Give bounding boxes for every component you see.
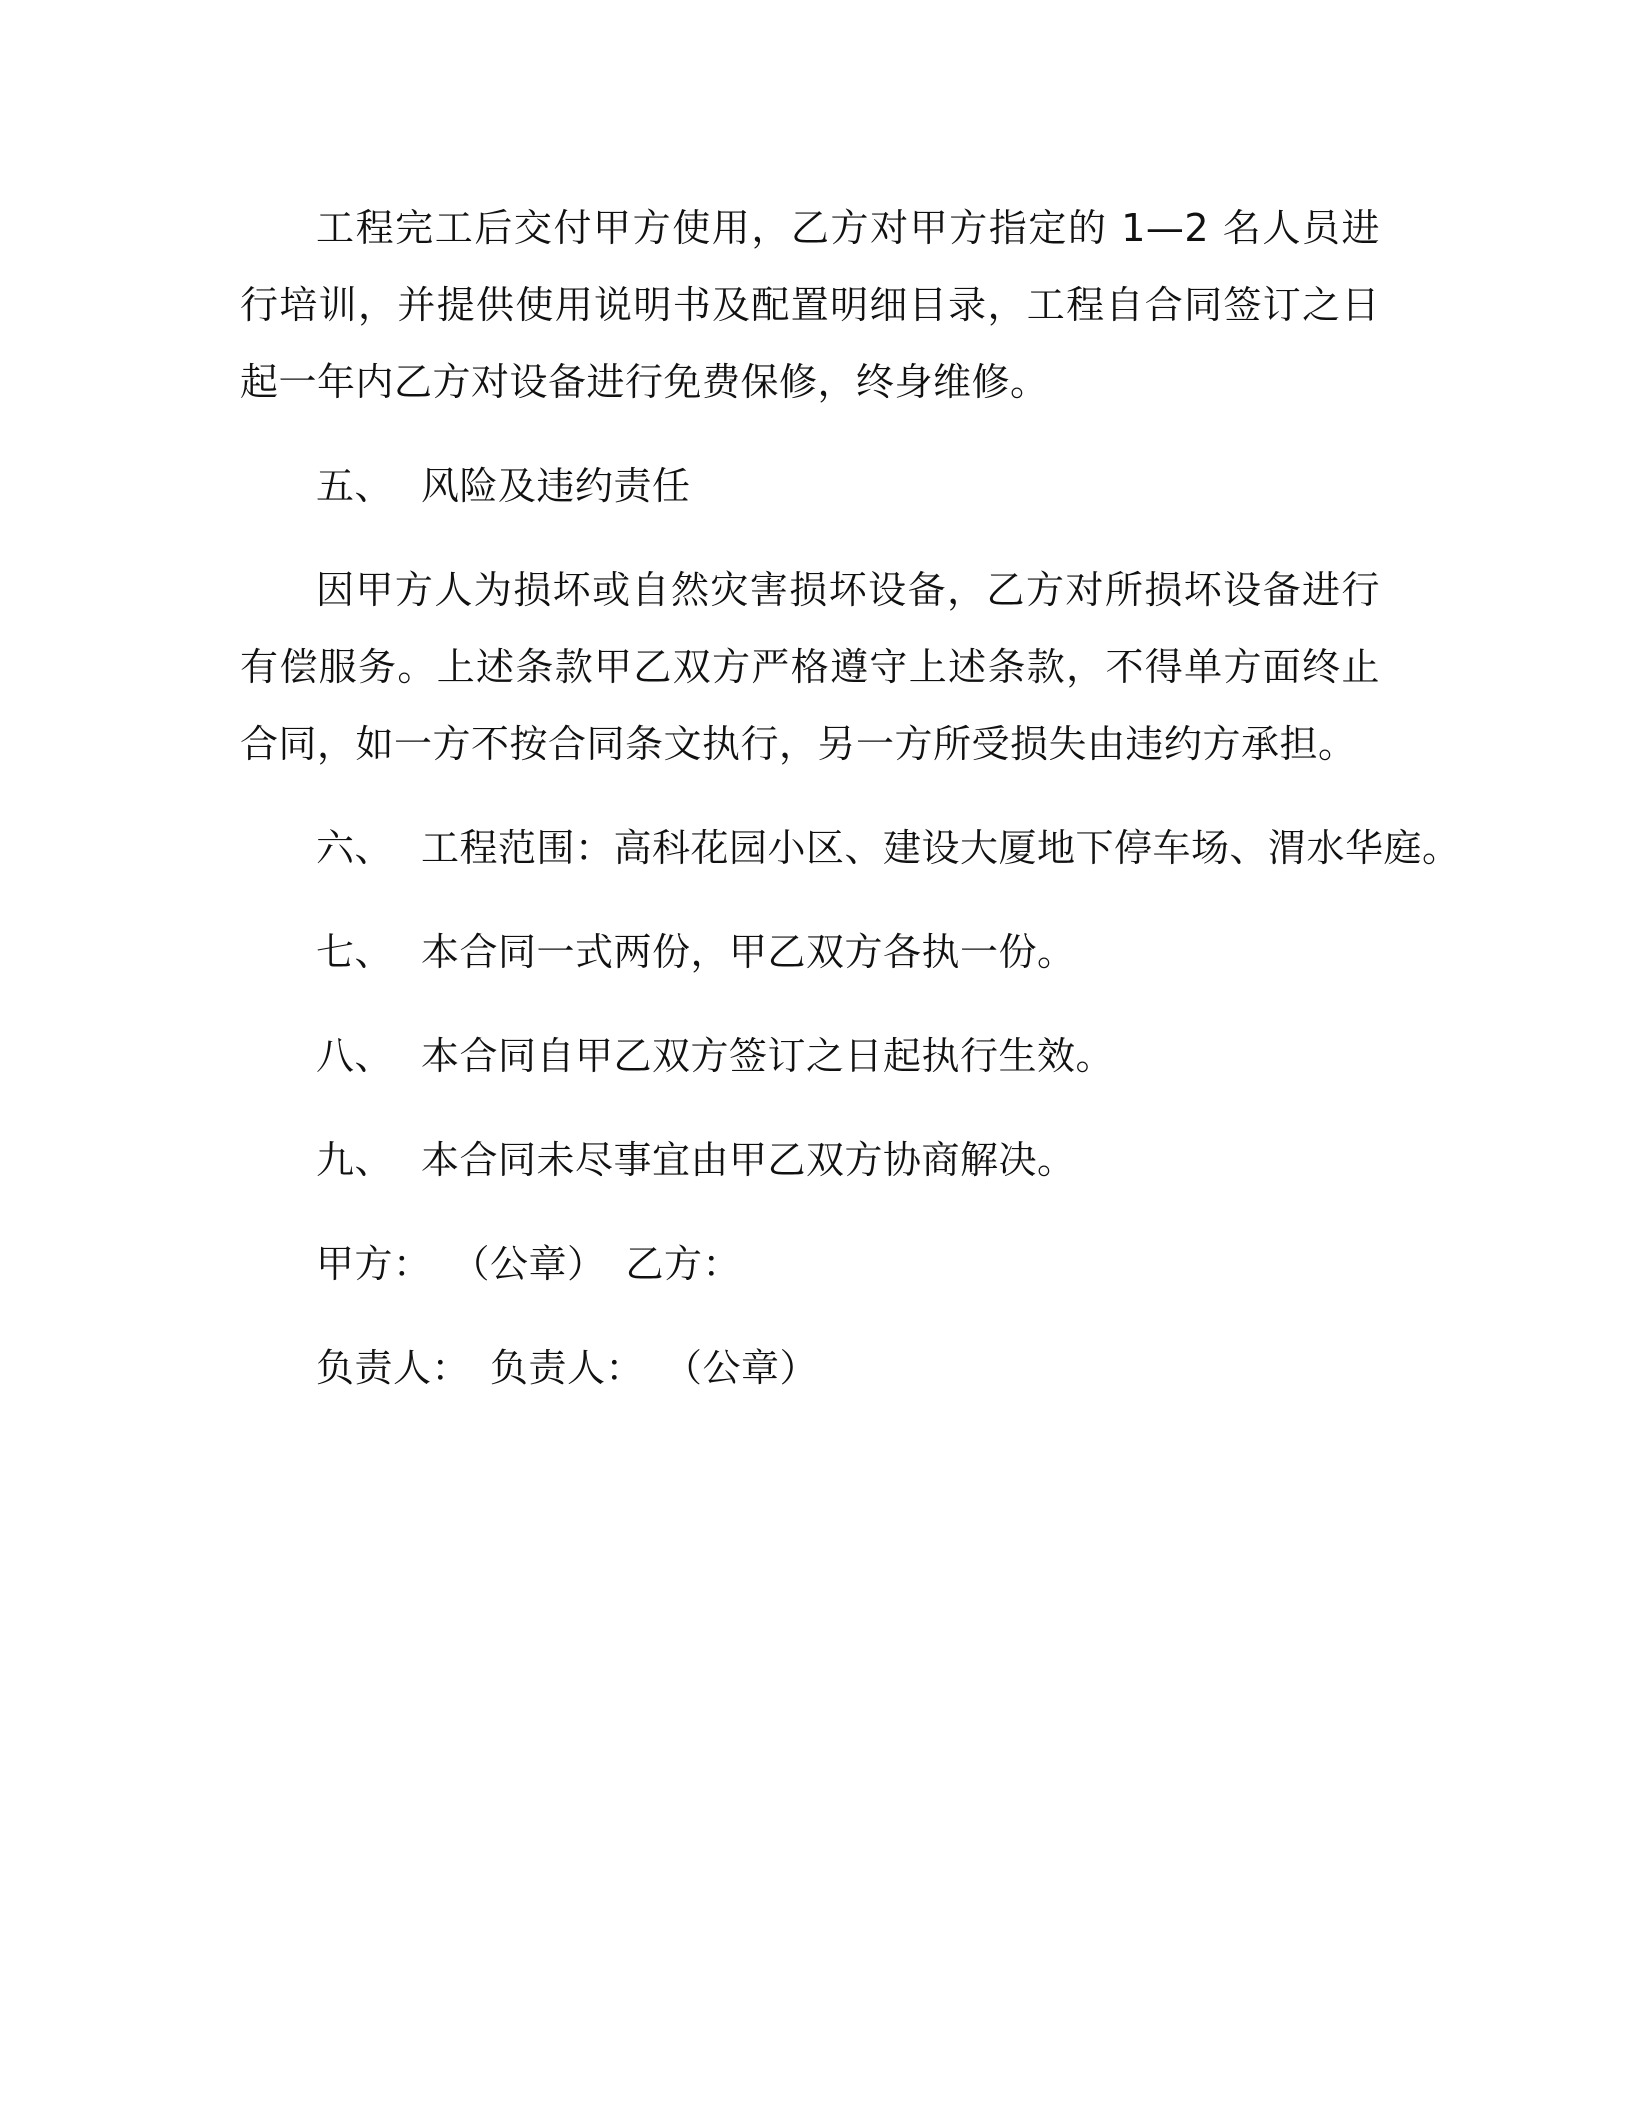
section-eight [240, 1018, 1380, 1095]
party-b-label: 乙方： [625, 1242, 742, 1286]
section-nine-text: 本合同未尽事宜由甲乙双方协商解决。 [421, 1138, 1076, 1182]
responsible-a-label: 负责人： [316, 1346, 471, 1390]
responsible-seal: （公章） [664, 1346, 819, 1390]
signature-line-responsible [240, 1330, 1380, 1407]
signature-line-parties [240, 1226, 1380, 1303]
party-a-seal: （公章） [451, 1242, 606, 1286]
section-six-number: 六、 [316, 826, 394, 870]
section-nine-number: 九、 [316, 1138, 394, 1182]
paragraph-liability: 因甲方人为损坏或自然灾害损坏设备，乙方对所损坏设备进行有偿服务。上述条款甲乙双方严格遵守上述条款，不得单方面终止合同，如一方不按合同条文执行，另一方所受损失由违约方承担。 [240, 568, 1380, 766]
paragraph-warranty: 工程完工后交付甲方使用，乙方对甲方指定的 1—2 名人员进行培训，并提供使用说明书及配置明细目录，工程自合同签订之日起一年内乙方对设备进行免费保修，终身维修。 [240, 206, 1380, 404]
section-eight-number: 八、 [316, 1034, 394, 1078]
section-five-title: 风险及违约责任 [421, 464, 691, 508]
section-seven-number: 七、 [316, 930, 394, 974]
section-five-heading [240, 448, 1380, 525]
section-six [240, 810, 1461, 887]
responsible-b-label: 负责人： [490, 1346, 645, 1390]
section-eight-text: 本合同自甲乙双方签订之日起执行生效。 [421, 1034, 1115, 1078]
section-five-number: 五、 [316, 464, 394, 508]
section-seven [240, 914, 1380, 991]
contract-body [240, 190, 1461, 1434]
section-nine [240, 1122, 1380, 1199]
section-seven-text: 本合同一式两份，甲乙双方各执一份。 [421, 930, 1076, 974]
party-a-label: 甲方： [316, 1242, 432, 1286]
section-six-text: 工程范围：高科花园小区、建设大厦地下停车场、渭水华庭。 [421, 826, 1461, 870]
